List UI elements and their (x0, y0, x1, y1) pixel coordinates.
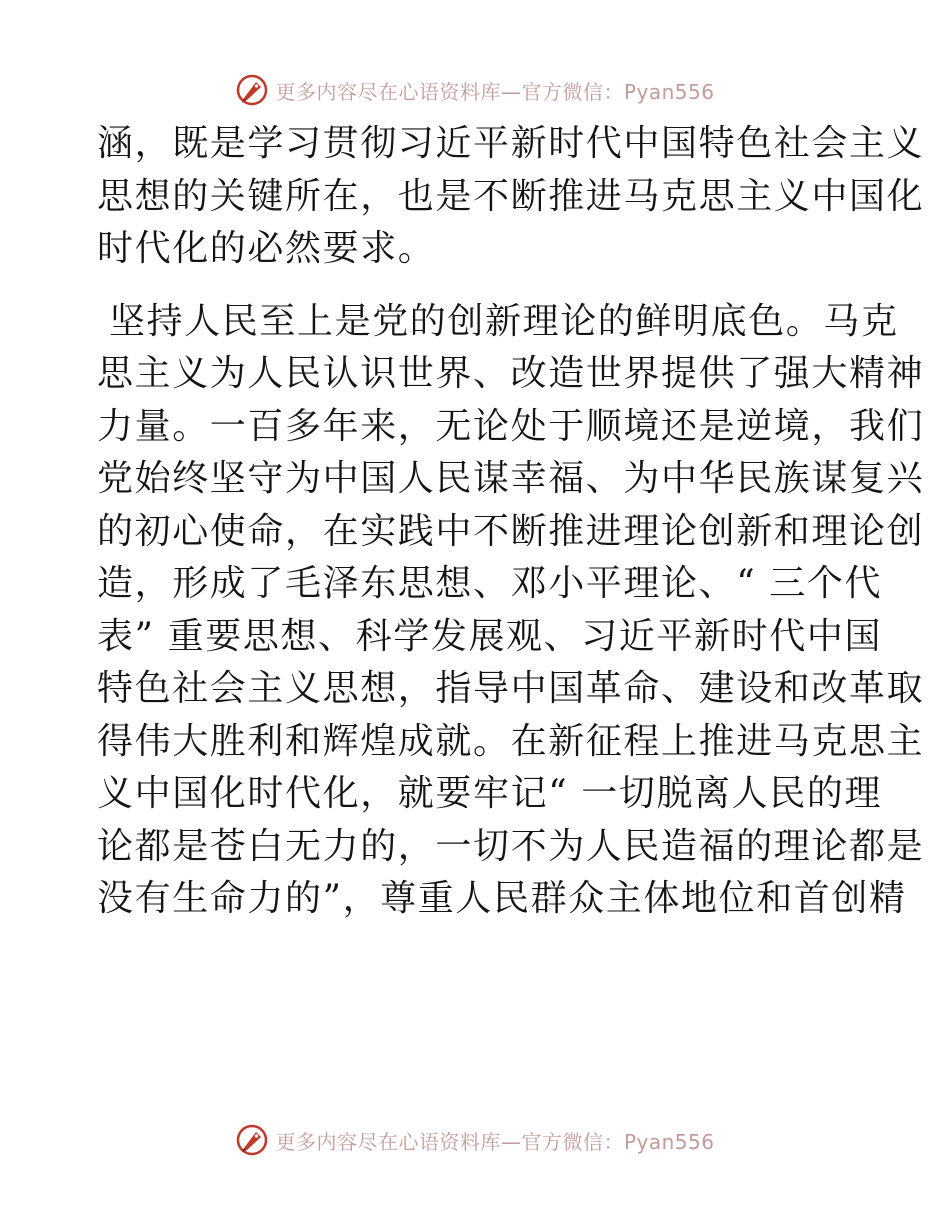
header-banner-text: 更多内容尽在心语资料库—官方微信：Pyan556 (275, 79, 715, 104)
document-body (97, 118, 925, 926)
header-banner (0, 70, 950, 110)
text-line: 造，形成了毛泽东思想、邓小平理论、“ 三个代 (97, 563, 883, 604)
text-line: 的初心使命，在实践中不断推进理论创新和理论创 (97, 510, 925, 552)
pen-nib-logo-icon (235, 1123, 269, 1157)
text-line: 思主义为人民认识世界、改造世界提供了强大精神 (97, 353, 925, 394)
footer-banner-text: 更多内容尽在心语资料库—官方微信：Pyan556 (275, 1129, 715, 1154)
footer-banner (0, 1120, 950, 1160)
text-line: 时代化的必然要求。 (97, 228, 436, 269)
text-line: 坚持人民至上是党的创新理论的鲜明底色。马克 (109, 300, 899, 342)
text-line: 特色社会主义思想，指导中国革命、建设和改革取 (97, 668, 925, 709)
text-line: 义中国化时代化，就要牢记“ 一切脱离人民的理 (97, 773, 883, 814)
paragraph-1 (97, 118, 925, 276)
paragraph-2 (97, 296, 925, 926)
text-line: 党始终坚守为中国人民谋幸福、为中华民族谋复兴 (97, 458, 925, 499)
text-line: 涵，既是学习贯彻习近平新时代中国特色社会主义 (97, 123, 925, 164)
text-line: 没有生命力的”，尊重人民群众主体地位和首创精 (97, 878, 907, 919)
text-line: 表” 重要思想、科学发展观、习近平新时代中国 (97, 615, 883, 657)
text-line: 力量。一百多年来，无论处于顺境还是逆境，我们 (97, 405, 925, 447)
pen-nib-logo-icon (235, 73, 269, 107)
text-line: 得伟大胜利和辉煌成就。在新征程上推进马克思主 (97, 720, 925, 762)
text-line: 思想的关键所在，也是不断推进马克思主义中国化 (97, 175, 925, 217)
text-line: 论都是苍白无力的，一切不为人民造福的理论都是 (97, 825, 925, 867)
